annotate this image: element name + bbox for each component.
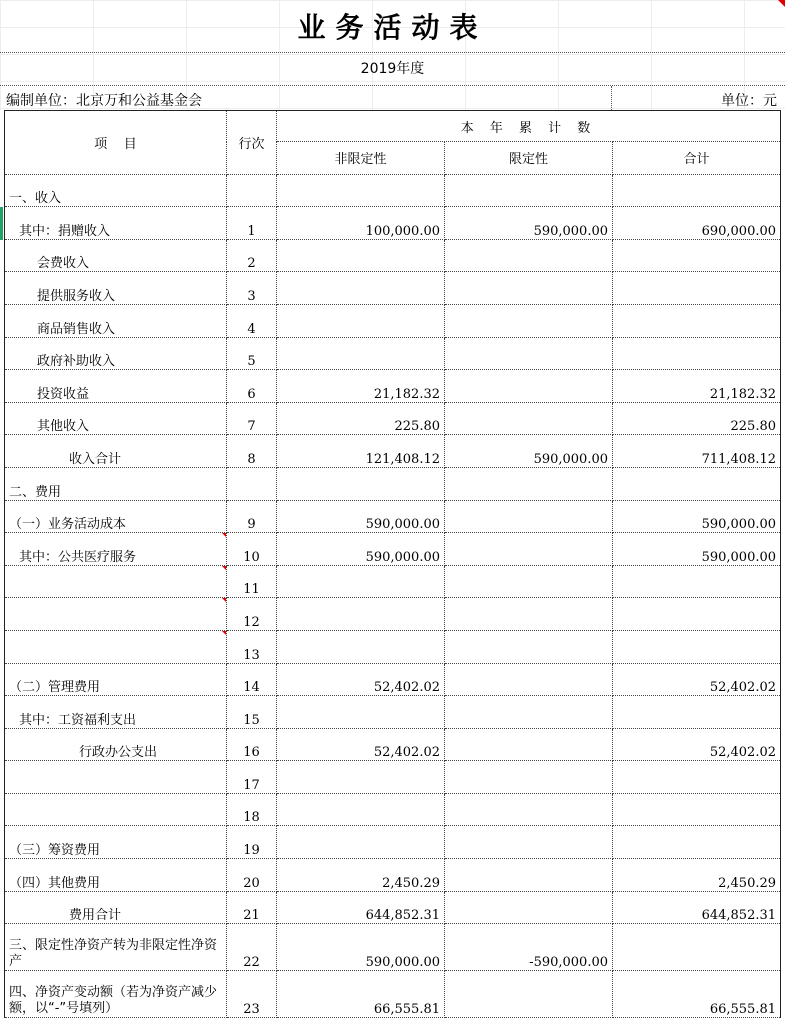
cell-unrestricted[interactable]: 52,402.02 — [277, 663, 445, 696]
cell-item[interactable]: 会费收入 — [5, 239, 227, 272]
cell-total[interactable]: 66,555.81 — [613, 971, 781, 1018]
cell-restricted[interactable] — [445, 971, 613, 1018]
cell-unrestricted[interactable]: 52,402.02 — [277, 728, 445, 761]
cell-unrestricted[interactable] — [277, 467, 445, 500]
org-unit-row — [0, 86, 785, 110]
cell-restricted[interactable] — [445, 859, 613, 892]
cell-restricted[interactable] — [445, 630, 613, 663]
divider — [0, 52, 785, 53]
cell-total[interactable]: 690,000.00 — [613, 207, 781, 240]
table-row — [5, 304, 781, 337]
cell-restricted[interactable]: 590,000.00 — [445, 435, 613, 468]
cell-restricted[interactable] — [445, 370, 613, 403]
divider — [611, 86, 612, 110]
table-row — [5, 663, 781, 696]
cell-restricted[interactable] — [445, 304, 613, 337]
cell-unrestricted[interactable] — [277, 272, 445, 305]
table-row — [5, 239, 781, 272]
table-row — [5, 971, 781, 1018]
table-row — [5, 826, 781, 859]
cell-selection-indicator — [0, 207, 3, 240]
cell-unrestricted[interactable]: 225.80 — [277, 402, 445, 435]
header-item[interactable]: 项 目 — [5, 111, 227, 175]
cell-line-no[interactable]: 8 — [227, 435, 277, 468]
cell-unrestricted[interactable] — [277, 337, 445, 370]
cell-total[interactable] — [613, 272, 781, 305]
cell-total[interactable]: 21,182.32 — [613, 370, 781, 403]
cell-total[interactable] — [613, 467, 781, 500]
cell-unrestricted[interactable]: 644,852.31 — [277, 891, 445, 924]
cell-item[interactable]: 行政办公支出 — [5, 728, 227, 761]
table-row — [5, 859, 781, 892]
cell-item[interactable]: （一）业务活动成本 — [5, 500, 227, 533]
cell-item[interactable] — [5, 761, 227, 794]
activity-statement-table — [4, 110, 781, 1018]
cell-unrestricted[interactable]: 2,450.29 — [277, 859, 445, 892]
cell-item[interactable]: （二）管理费用 — [5, 663, 227, 696]
cell-line-no[interactable]: 22 — [227, 924, 277, 971]
cell-total[interactable] — [613, 565, 781, 598]
cell-restricted[interactable] — [445, 337, 613, 370]
cell-total[interactable] — [613, 304, 781, 337]
cell-restricted[interactable] — [445, 272, 613, 305]
cell-total[interactable] — [613, 826, 781, 859]
table-row — [5, 435, 781, 468]
cell-line-no[interactable]: 5 — [227, 337, 277, 370]
cell-item[interactable]: 一、收入 — [5, 174, 227, 207]
cell-line-no[interactable]: 20 — [227, 859, 277, 892]
cell-line-no[interactable]: 14 — [227, 663, 277, 696]
cell-item[interactable] — [5, 793, 227, 826]
table-row — [5, 174, 781, 207]
table-row — [5, 467, 781, 500]
cell-unrestricted[interactable] — [277, 304, 445, 337]
cell-line-no[interactable]: 21 — [227, 891, 277, 924]
cell-restricted[interactable] — [445, 696, 613, 729]
cell-total[interactable] — [613, 630, 781, 663]
currency-unit: 单位：元 — [721, 93, 777, 109]
table-row — [5, 598, 781, 631]
cell-line-no[interactable]: 18 — [227, 793, 277, 826]
cell-item[interactable]: 提供服务收入 — [5, 272, 227, 305]
cell-unrestricted[interactable] — [277, 239, 445, 272]
cell-restricted[interactable] — [445, 402, 613, 435]
table-row — [5, 924, 781, 971]
cell-total[interactable]: 2,450.29 — [613, 859, 781, 892]
cell-total[interactable] — [613, 761, 781, 794]
report-title: 业务活动表 — [297, 11, 488, 44]
cell-item[interactable]: 其中：工资福利支出 — [5, 696, 227, 729]
table-row — [5, 207, 781, 240]
cell-line-no[interactable] — [227, 467, 277, 500]
cell-item[interactable] — [5, 565, 227, 598]
cell-total[interactable] — [613, 174, 781, 207]
cell-restricted[interactable] — [445, 826, 613, 859]
table-row — [5, 696, 781, 729]
cell-line-no[interactable]: 7 — [227, 402, 277, 435]
cell-restricted[interactable] — [445, 239, 613, 272]
cell-total[interactable]: 590,000.00 — [613, 500, 781, 533]
table-row — [5, 402, 781, 435]
header-restricted[interactable]: 限定性 — [445, 142, 613, 175]
cell-restricted[interactable]: 590,000.00 — [445, 207, 613, 240]
cell-unrestricted[interactable] — [277, 826, 445, 859]
cell-unrestricted[interactable] — [277, 696, 445, 729]
table-row — [5, 761, 781, 794]
cell-item[interactable]: 二、费用 — [5, 467, 227, 500]
cell-line-no[interactable]: 12 — [227, 598, 277, 631]
cell-line-no[interactable]: 9 — [227, 500, 277, 533]
table-row — [5, 337, 781, 370]
cell-item[interactable]: 政府补助收入 — [5, 337, 227, 370]
cell-unrestricted[interactable] — [277, 630, 445, 663]
cell-item[interactable]: 投资收益 — [5, 370, 227, 403]
table-row — [5, 630, 781, 663]
cell-unrestricted[interactable]: 66,555.81 — [277, 971, 445, 1018]
cell-unrestricted[interactable]: 590,000.00 — [277, 533, 445, 566]
cell-unrestricted[interactable] — [277, 793, 445, 826]
cell-total[interactable]: 711,408.12 — [613, 435, 781, 468]
cell-total[interactable]: 644,852.31 — [613, 891, 781, 924]
table-row — [5, 533, 781, 566]
cell-restricted[interactable] — [445, 565, 613, 598]
cell-item[interactable] — [5, 598, 227, 631]
cell-item[interactable]: 费用合计 — [5, 891, 227, 924]
cell-unrestricted[interactable] — [277, 174, 445, 207]
cell-restricted[interactable] — [445, 598, 613, 631]
cell-restricted[interactable] — [445, 467, 613, 500]
cell-unrestricted[interactable]: 121,408.12 — [277, 435, 445, 468]
header-line-no[interactable]: 行次 — [227, 111, 277, 175]
cell-restricted[interactable] — [445, 728, 613, 761]
cell-total[interactable]: 590,000.00 — [613, 533, 781, 566]
cell-total[interactable] — [613, 696, 781, 729]
cell-item[interactable]: 商品销售收入 — [5, 304, 227, 337]
cell-restricted[interactable] — [445, 533, 613, 566]
cell-total[interactable] — [613, 598, 781, 631]
cell-restricted[interactable] — [445, 500, 613, 533]
cell-restricted[interactable] — [445, 793, 613, 826]
cell-restricted[interactable] — [445, 663, 613, 696]
cell-line-no[interactable]: 1 — [227, 207, 277, 240]
cell-total[interactable]: 225.80 — [613, 402, 781, 435]
cell-total[interactable]: 52,402.02 — [613, 728, 781, 761]
cell-total[interactable] — [613, 924, 781, 971]
cell-item[interactable] — [5, 630, 227, 663]
cell-unrestricted[interactable] — [277, 598, 445, 631]
cell-item[interactable]: 三、限定性净资产转为非限定性净资产 — [5, 924, 227, 971]
cell-unrestricted[interactable]: 21,182.32 — [277, 370, 445, 403]
cell-item[interactable]: 其中：捐赠收入 — [5, 207, 227, 240]
cell-total[interactable]: 52,402.02 — [613, 663, 781, 696]
report-year: 2019年度 — [360, 61, 425, 77]
table-row — [5, 370, 781, 403]
cell-unrestricted[interactable]: 590,000.00 — [277, 924, 445, 971]
table-row — [5, 500, 781, 533]
cell-line-no[interactable]: 11 — [227, 565, 277, 598]
cell-item[interactable]: （三）筹资费用 — [5, 826, 227, 859]
cell-item[interactable]: 其他收入 — [5, 402, 227, 435]
cell-line-no[interactable]: 6 — [227, 370, 277, 403]
cell-line-no[interactable]: 23 — [227, 971, 277, 1018]
org-name: 编制单位：北京万和公益基金会 — [6, 93, 202, 109]
cell-restricted[interactable] — [445, 761, 613, 794]
cell-item[interactable]: （四）其他费用 — [5, 859, 227, 892]
cell-line-no[interactable]: 4 — [227, 304, 277, 337]
cell-line-no[interactable]: 10 — [227, 533, 277, 566]
cell-restricted[interactable] — [445, 174, 613, 207]
cell-line-no[interactable]: 16 — [227, 728, 277, 761]
cell-restricted[interactable]: -590,000.00 — [445, 924, 613, 971]
cell-item[interactable]: 其中：公共医疗服务 — [5, 533, 227, 566]
cell-item[interactable]: 四、净资产变动额（若为净资产减少额，以“-”号填列） — [5, 971, 227, 1018]
header-unrestricted[interactable]: 非限定性 — [277, 142, 445, 175]
cell-item[interactable]: 收入合计 — [5, 435, 227, 468]
cell-unrestricted[interactable]: 590,000.00 — [277, 500, 445, 533]
cell-total[interactable] — [613, 337, 781, 370]
table-row — [5, 891, 781, 924]
header-total[interactable]: 合计 — [613, 142, 781, 175]
table-row — [5, 272, 781, 305]
cell-line-no[interactable]: 2 — [227, 239, 277, 272]
cell-restricted[interactable] — [445, 891, 613, 924]
cell-line-no[interactable]: 15 — [227, 696, 277, 729]
cell-total[interactable] — [613, 239, 781, 272]
cell-line-no[interactable]: 19 — [227, 826, 277, 859]
cell-line-no[interactable]: 13 — [227, 630, 277, 663]
cell-line-no[interactable]: 3 — [227, 272, 277, 305]
table-row — [5, 793, 781, 826]
cell-unrestricted[interactable] — [277, 565, 445, 598]
cell-total[interactable] — [613, 793, 781, 826]
cell-line-no[interactable] — [227, 174, 277, 207]
cell-unrestricted[interactable]: 100,000.00 — [277, 207, 445, 240]
cell-unrestricted[interactable] — [277, 761, 445, 794]
table-row — [5, 728, 781, 761]
cell-line-no[interactable]: 17 — [227, 761, 277, 794]
table-row — [5, 565, 781, 598]
header-current-year-cumulative[interactable]: 本 年 累 计 数 — [277, 111, 781, 142]
